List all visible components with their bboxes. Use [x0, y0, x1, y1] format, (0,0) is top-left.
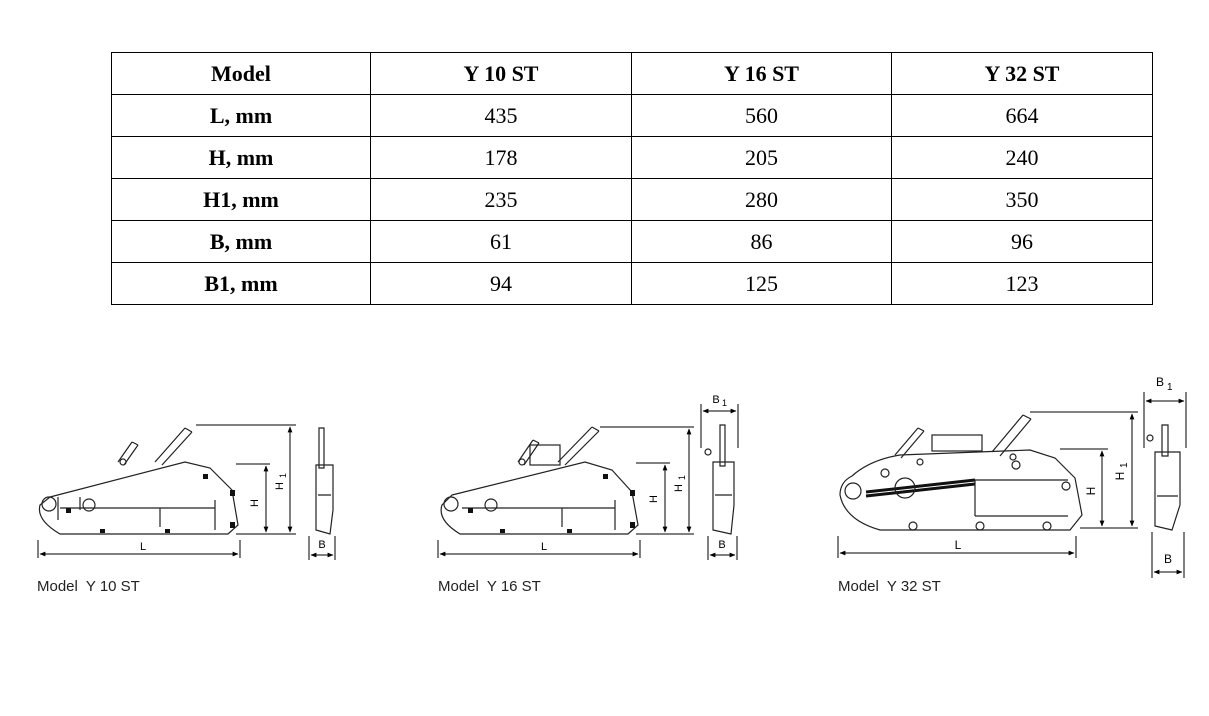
hoist-body-side-view	[39, 462, 238, 534]
drawing-caption-y32st: Model Y 32 ST	[838, 578, 941, 595]
hoist-side-profile	[713, 425, 734, 534]
drawing-y10st	[39, 428, 333, 534]
row-label: L, mm	[112, 95, 371, 137]
table-cell: 435	[371, 95, 632, 137]
dimension-labels-y10st	[140, 473, 326, 553]
dimensions-y16st	[438, 404, 738, 560]
table-cell: 178	[371, 137, 632, 179]
table-cell: 280	[632, 179, 892, 221]
dim-label-B1-sub: 1	[722, 398, 728, 408]
dim-label-L: L	[540, 541, 548, 553]
dim-label-H1: H	[1113, 471, 1127, 481]
header-cell: Y 10 ST	[371, 53, 632, 95]
row-label: B1, mm	[112, 263, 371, 305]
drawing-caption-y16st: Model Y 16 ST	[438, 578, 541, 595]
header-cell: Model	[112, 53, 371, 95]
dim-label-B: B	[718, 539, 726, 551]
hoist-body-side-view	[441, 462, 638, 534]
header-cell: Y 16 ST	[632, 53, 892, 95]
row-label: H, mm	[112, 137, 371, 179]
dim-label-H1-sub: 1	[677, 474, 687, 480]
dim-label-H: H	[1084, 486, 1098, 496]
hoist-side-profile	[1155, 425, 1180, 530]
table-cell: 86	[632, 221, 892, 263]
table-cell: 125	[632, 263, 892, 305]
dim-label-B: B	[1163, 552, 1173, 566]
row-label: B, mm	[112, 221, 371, 263]
table-cell: 61	[371, 221, 632, 263]
dim-label-H1-sub: 1	[278, 472, 288, 478]
drawing-caption-y10st: Model Y 10 ST	[37, 578, 140, 595]
dim-label-H: H	[648, 495, 660, 503]
dimension-labels-y32st	[955, 375, 1173, 566]
dim-label-B1-sub: 1	[1167, 382, 1173, 393]
dim-label-B1: B	[712, 394, 720, 406]
dimensions-y10st	[38, 425, 335, 560]
header-cell: Y 32 ST	[892, 53, 1153, 95]
dimensions-y32st	[838, 392, 1186, 578]
table-cell: 240	[892, 137, 1153, 179]
dim-label-H1: H	[274, 482, 286, 490]
table-cell: 96	[892, 221, 1153, 263]
row-label: H1, mm	[112, 179, 371, 221]
dim-label-L: L	[954, 538, 962, 552]
table-cell: 350	[892, 179, 1153, 221]
table-cell: 560	[632, 95, 892, 137]
dim-label-H1: H	[673, 484, 685, 492]
hoist-side-profile	[316, 428, 333, 534]
dim-label-H: H	[249, 499, 261, 507]
dim-label-B: B	[318, 539, 326, 551]
drawing-y32st	[840, 415, 1180, 530]
table-cell: 123	[892, 263, 1153, 305]
table-cell: 94	[371, 263, 632, 305]
drawing-y16st	[441, 425, 734, 534]
table-cell: 664	[892, 95, 1153, 137]
dim-label-B1: B	[1155, 375, 1165, 389]
table-cell: 205	[632, 137, 892, 179]
dim-label-L: L	[139, 541, 147, 553]
table-cell: 235	[371, 179, 632, 221]
dim-label-H1-sub: 1	[1119, 462, 1130, 468]
